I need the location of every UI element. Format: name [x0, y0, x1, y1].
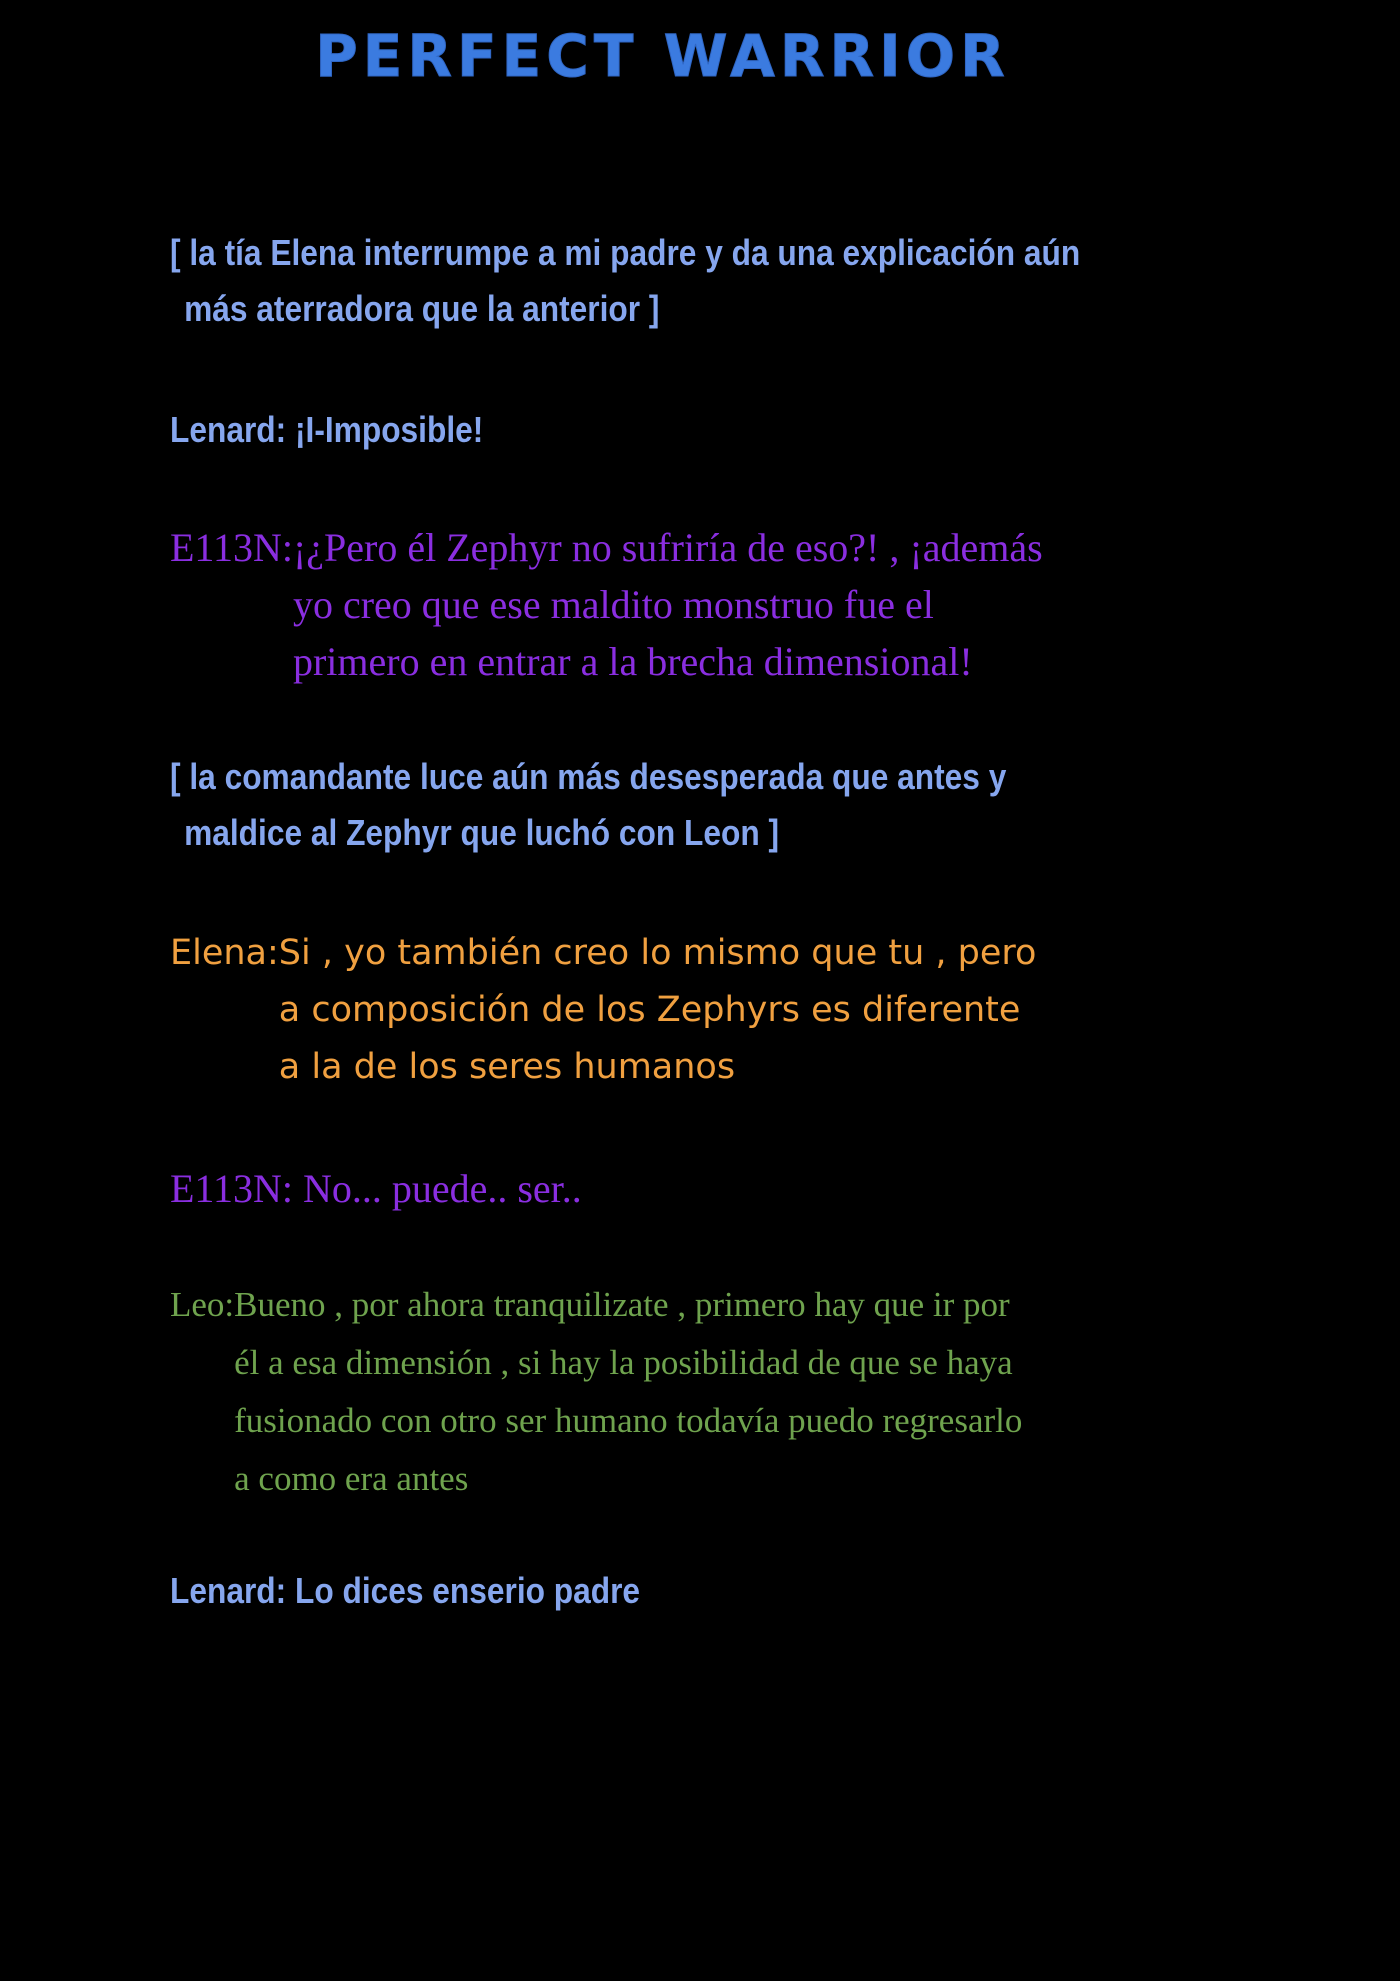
dialogue-line: a la de los seres humanos	[278, 1047, 736, 1087]
dialogue-line: él a esa dimensión , si hay la posibilidad de que se haya	[234, 1343, 1013, 1382]
speaker-e113n: E113N:	[170, 525, 293, 570]
dialogue-lenard-1: Lenard: ¡I-Imposible!	[170, 409, 484, 450]
speaker-leo: Leo:	[170, 1285, 235, 1324]
dialogue-leo-1	[170, 1276, 1022, 1508]
dialogue-line: a como era antes	[234, 1459, 469, 1498]
speaker-elena: Elena:	[170, 933, 279, 973]
dialogue-line: Si , yo también creo lo mismo que tu , pero	[278, 933, 1037, 973]
dialogue-line: yo creo que ese maldito monstruo fue el	[292, 582, 934, 627]
narration-2-line-2: maldice al Zephyr que luchó con Leon ]	[184, 812, 780, 853]
narration-1	[170, 225, 1080, 337]
narration-1-line-2: más aterradora que la anterior ]	[184, 288, 660, 329]
dialogue-line: primero en entrar a la brecha dimensional!	[292, 639, 973, 684]
dialogue-line: a composición de los Zephyrs es diferente	[278, 990, 1021, 1030]
narration-2	[170, 749, 1006, 861]
narration-1-line-1: [ la tía Elena interrumpe a mi padre y da una explicación aún	[170, 232, 1081, 273]
dialogue-elena-1	[170, 925, 1036, 1096]
dialogue-lenard-2: Lenard: Lo dices enserio padre	[170, 1570, 641, 1611]
dialogue-line: Bueno , por ahora tranquilizate , primero hay que ir por	[234, 1285, 1010, 1324]
dialogue-line: fusionado con otro ser humano todavía puedo regresarlo	[234, 1401, 1023, 1440]
dialogue-line: ¡¿Pero él Zephyr no sufriría de eso?! , ¡además	[292, 525, 1043, 570]
dialogue-e113n-2: E113N: No... puede.. ser..	[170, 1166, 582, 1211]
narration-2-line-1: [ la comandante luce aún más desesperada que antes y	[170, 756, 1007, 797]
dialogue-e113n-1	[170, 519, 1043, 690]
page-title: PERFECT WARRIOR	[315, 22, 1010, 90]
